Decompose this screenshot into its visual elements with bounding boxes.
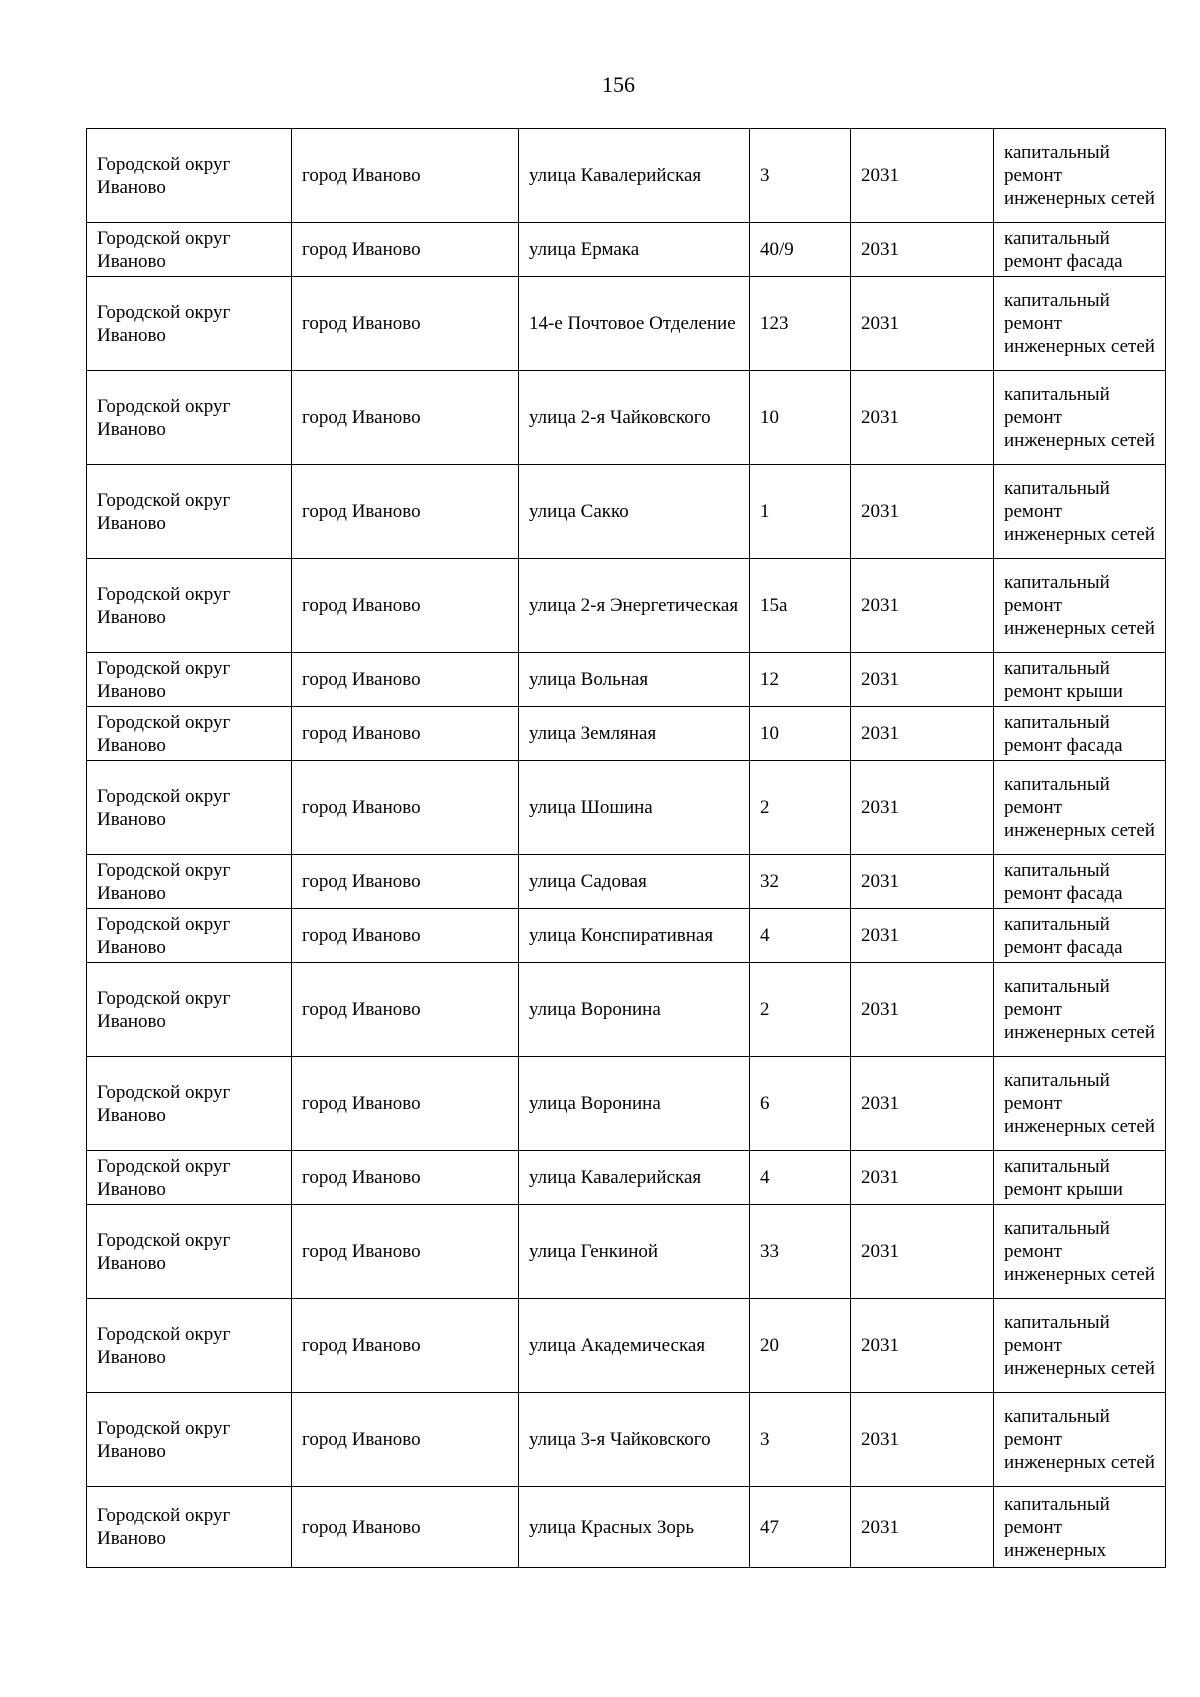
year-cell: [851, 761, 994, 855]
work-type-cell-text: капитальный ремонт инженерных: [1004, 1493, 1110, 1561]
city-cell-text: город Иваново: [302, 1335, 421, 1356]
year-cell: [851, 277, 994, 371]
year-cell: [851, 223, 994, 277]
year-cell: [851, 653, 994, 707]
table-row: [87, 465, 1166, 559]
year-cell: [851, 1393, 994, 1487]
house-number-cell-text: 20: [760, 1335, 779, 1356]
table-row: [87, 1487, 1166, 1568]
work-type-cell-text: капитальный ремонт инженерных сетей: [1004, 976, 1155, 1043]
year-cell: [851, 129, 994, 223]
district-cell-text: Городской округ Иваново: [97, 1081, 231, 1126]
district-cell-text: Городской округ Иваново: [97, 153, 231, 198]
year-cell: [851, 1151, 994, 1205]
district-cell: [87, 707, 292, 761]
year-cell-text: 2031: [861, 407, 899, 428]
street-cell-text: улица Вольная: [529, 669, 649, 690]
street-cell: [519, 371, 750, 465]
house-number-cell: [750, 653, 851, 707]
year-cell: [851, 1299, 994, 1393]
street-cell-text: улица Сакко: [529, 501, 629, 522]
city-cell: [292, 761, 519, 855]
house-number-cell: [750, 223, 851, 277]
work-type-cell: [994, 559, 1166, 653]
street-cell: [519, 1057, 750, 1151]
work-type-cell: [994, 465, 1166, 559]
district-cell: [87, 1205, 292, 1299]
work-type-cell-text: капитальный ремонт инженерных сетей: [1004, 1406, 1155, 1473]
house-number-cell: [750, 1205, 851, 1299]
city-cell-text: город Иваново: [302, 999, 421, 1020]
street-cell: [519, 707, 750, 761]
house-number-cell: [750, 855, 851, 909]
district-cell: [87, 223, 292, 277]
year-cell: [851, 963, 994, 1057]
table-row: [87, 1151, 1166, 1205]
table-row: [87, 223, 1166, 277]
house-number-cell-text: 4: [760, 925, 770, 946]
table-row: [87, 963, 1166, 1057]
work-type-cell-text: капитальный ремонт инженерных сетей: [1004, 1218, 1155, 1285]
city-cell-text: город Иваново: [302, 407, 421, 428]
year-cell-text: 2031: [861, 797, 899, 818]
district-cell: [87, 1057, 292, 1151]
work-type-cell-text: капитальный ремонт фасада: [1004, 227, 1123, 272]
district-cell: [87, 653, 292, 707]
street-cell-text: улица Красных Зорь: [529, 1516, 695, 1538]
city-cell-text: город Иваново: [302, 1429, 421, 1450]
city-cell-text: город Иваново: [302, 501, 421, 522]
street-cell-text: улица Воронина: [529, 1093, 661, 1114]
year-cell-text: 2031: [861, 871, 899, 892]
street-cell: [519, 909, 750, 963]
city-cell-text: город Иваново: [302, 313, 421, 334]
table-row: [87, 129, 1166, 223]
table-row: [87, 277, 1166, 371]
work-type-cell: [994, 963, 1166, 1057]
work-type-cell: [994, 909, 1166, 963]
street-cell: [519, 559, 750, 653]
city-cell: [292, 465, 519, 559]
district-cell: [87, 761, 292, 855]
year-cell-text: 2031: [861, 501, 899, 522]
work-type-cell-text: капитальный ремонт крыши: [1004, 1155, 1123, 1200]
work-type-cell-text: капитальный ремонт фасада: [1004, 913, 1123, 958]
year-cell: [851, 1057, 994, 1151]
house-number-cell-text: 2: [760, 999, 770, 1020]
street-cell: [519, 1393, 750, 1487]
house-number-cell: [750, 761, 851, 855]
street-cell-text: улица Кавалерийская: [529, 1167, 702, 1188]
street-cell-text: улица Конспиративная: [529, 925, 714, 946]
district-cell: [87, 371, 292, 465]
street-cell-text: улица Садовая: [529, 871, 647, 892]
city-cell-text: город Иваново: [302, 925, 421, 946]
work-type-cell-text: капитальный ремонт инженерных сетей: [1004, 290, 1155, 357]
street-cell: [519, 465, 750, 559]
work-type-cell: [994, 129, 1166, 223]
district-cell: [87, 1393, 292, 1487]
city-cell: [292, 707, 519, 761]
year-cell: [851, 559, 994, 653]
year-cell-text: 2031: [861, 313, 899, 334]
city-cell-text: город Иваново: [302, 1167, 421, 1188]
table-row: [87, 1205, 1166, 1299]
city-cell: [292, 1205, 519, 1299]
house-number-cell-text: 15а: [760, 595, 788, 616]
city-cell: [292, 1393, 519, 1487]
year-cell-text: 2031: [861, 1335, 899, 1356]
house-number-cell-text: 10: [760, 407, 779, 428]
work-type-cell-text: капитальный ремонт крыши: [1004, 657, 1123, 702]
house-number-cell-text: 123: [760, 313, 789, 334]
year-cell: [851, 909, 994, 963]
street-cell-text: улица 2-я Энергетическая: [529, 595, 739, 616]
house-number-cell-text: 3: [760, 1429, 770, 1450]
city-cell: [292, 963, 519, 1057]
year-cell-text: 2031: [861, 1093, 899, 1114]
house-number-cell-text: 1: [760, 501, 770, 522]
street-cell-text: улица Шошина: [529, 797, 653, 818]
district-cell-text: Городской округ Иваново: [97, 987, 231, 1032]
city-cell: [292, 653, 519, 707]
city-cell: [292, 1299, 519, 1393]
city-cell-text: город Иваново: [302, 797, 421, 818]
street-cell-text: улица Ермака: [529, 239, 640, 260]
table-row: [87, 707, 1166, 761]
district-cell: [87, 559, 292, 653]
work-type-cell-text: капитальный ремонт инженерных сетей: [1004, 1312, 1155, 1379]
year-cell-text: 2031: [861, 1516, 899, 1538]
district-cell-text: Городской округ Иваново: [97, 913, 231, 958]
work-type-cell: [994, 1487, 1166, 1568]
district-cell-text: Городской округ Иваново: [97, 227, 231, 272]
street-cell-text: улица 2-я Чайковского: [529, 407, 711, 428]
year-cell: [851, 371, 994, 465]
house-number-cell-text: 2: [760, 797, 770, 818]
house-number-cell-text: 3: [760, 165, 770, 186]
work-type-cell: [994, 707, 1166, 761]
city-cell: [292, 1487, 519, 1568]
city-cell-text: город Иваново: [302, 165, 421, 186]
district-cell: [87, 855, 292, 909]
street-cell: [519, 277, 750, 371]
district-cell: [87, 129, 292, 223]
house-number-cell: [750, 707, 851, 761]
house-number-cell-text: 6: [760, 1093, 770, 1114]
year-cell-text: 2031: [861, 999, 899, 1020]
work-type-cell: [994, 371, 1166, 465]
street-cell-text: улица Генкиной: [529, 1241, 659, 1262]
house-number-cell: [750, 1487, 851, 1568]
city-cell: [292, 129, 519, 223]
street-cell: [519, 1151, 750, 1205]
district-cell: [87, 465, 292, 559]
house-number-cell: [750, 277, 851, 371]
table-row: [87, 559, 1166, 653]
year-cell-text: 2031: [861, 925, 899, 946]
district-cell-text: Городской округ Иваново: [97, 1505, 231, 1549]
work-type-cell-text: капитальный ремонт инженерных сетей: [1004, 384, 1155, 451]
street-cell-text: улица Воронина: [529, 999, 661, 1020]
street-cell: [519, 1205, 750, 1299]
work-type-cell-text: капитальный ремонт фасада: [1004, 859, 1123, 904]
district-cell-text: Городской округ Иваново: [97, 1155, 231, 1200]
district-cell-text: Городской округ Иваново: [97, 301, 231, 346]
city-cell: [292, 277, 519, 371]
district-cell: [87, 963, 292, 1057]
table-row: [87, 371, 1166, 465]
house-number-cell: [750, 465, 851, 559]
table-row: [87, 761, 1166, 855]
work-type-cell-text: капитальный ремонт инженерных сетей: [1004, 142, 1155, 209]
year-cell-text: 2031: [861, 1241, 899, 1262]
district-cell: [87, 909, 292, 963]
district-cell-text: Городской округ Иваново: [97, 583, 231, 628]
table-row: [87, 653, 1166, 707]
street-cell: [519, 653, 750, 707]
work-type-cell-text: капитальный ремонт инженерных сетей: [1004, 478, 1155, 545]
city-cell-text: город Иваново: [302, 669, 421, 690]
city-cell: [292, 1057, 519, 1151]
district-cell-text: Городской округ Иваново: [97, 1229, 231, 1274]
house-number-cell: [750, 129, 851, 223]
street-cell-text: улица 3-я Чайковского: [529, 1429, 711, 1450]
table-body: [87, 129, 1166, 1568]
district-cell-text: Городской округ Иваново: [97, 489, 231, 534]
street-cell-text: улица Кавалерийская: [529, 165, 702, 186]
city-cell-text: город Иваново: [302, 1241, 421, 1262]
street-cell: [519, 761, 750, 855]
work-type-cell: [994, 653, 1166, 707]
house-number-cell: [750, 559, 851, 653]
district-cell-text: Городской округ Иваново: [97, 785, 231, 830]
city-cell-text: город Иваново: [302, 1516, 421, 1538]
district-cell: [87, 1299, 292, 1393]
city-cell-text: город Иваново: [302, 595, 421, 616]
table-row: [87, 1299, 1166, 1393]
city-cell-text: город Иваново: [302, 239, 421, 260]
street-cell-text: улица Земляная: [529, 723, 657, 744]
city-cell-text: город Иваново: [302, 723, 421, 744]
house-number-cell: [750, 909, 851, 963]
city-cell-text: город Иваново: [302, 871, 421, 892]
city-cell-text: город Иваново: [302, 1093, 421, 1114]
city-cell: [292, 371, 519, 465]
work-type-cell: [994, 761, 1166, 855]
street-cell: [519, 963, 750, 1057]
district-cell: [87, 1151, 292, 1205]
district-cell-text: Городской округ Иваново: [97, 1417, 231, 1462]
work-type-cell-text: капитальный ремонт инженерных сетей: [1004, 774, 1155, 841]
house-number-cell: [750, 1151, 851, 1205]
house-number-cell-text: 10: [760, 723, 779, 744]
work-type-cell: [994, 1299, 1166, 1393]
city-cell: [292, 909, 519, 963]
work-type-cell: [994, 223, 1166, 277]
table-row: [87, 1393, 1166, 1487]
district-cell-text: Городской округ Иваново: [97, 859, 231, 904]
street-cell-text: 14-е Почтовое Отделение: [529, 313, 736, 334]
table-row: [87, 1057, 1166, 1151]
year-cell: [851, 1205, 994, 1299]
work-type-cell: [994, 855, 1166, 909]
housing-repair-table: [86, 128, 1166, 1568]
city-cell: [292, 1151, 519, 1205]
year-cell-text: 2031: [861, 595, 899, 616]
city-cell: [292, 855, 519, 909]
street-cell: [519, 129, 750, 223]
work-type-cell-text: капитальный ремонт инженерных сетей: [1004, 572, 1155, 639]
street-cell: [519, 1299, 750, 1393]
city-cell: [292, 223, 519, 277]
house-number-cell-text: 47: [760, 1516, 779, 1538]
year-cell-text: 2031: [861, 1429, 899, 1450]
district-cell: [87, 277, 292, 371]
house-number-cell-text: 33: [760, 1241, 779, 1262]
district-cell-text: Городской округ Иваново: [97, 711, 231, 756]
table-row: [87, 909, 1166, 963]
year-cell: [851, 1487, 994, 1568]
year-cell-text: 2031: [861, 239, 899, 260]
work-type-cell: [994, 277, 1166, 371]
year-cell-text: 2031: [861, 165, 899, 186]
house-number-cell-text: 12: [760, 669, 779, 690]
house-number-cell-text: 4: [760, 1167, 770, 1188]
street-cell: [519, 855, 750, 909]
year-cell: [851, 707, 994, 761]
house-number-cell: [750, 963, 851, 1057]
work-type-cell: [994, 1151, 1166, 1205]
house-number-cell-text: 40/9: [760, 239, 794, 260]
house-number-cell-text: 32: [760, 871, 779, 892]
street-cell: [519, 223, 750, 277]
district-cell-text: Городской округ Иваново: [97, 1323, 231, 1368]
year-cell-text: 2031: [861, 669, 899, 690]
street-cell: [519, 1487, 750, 1568]
district-cell-text: Городской округ Иваново: [97, 657, 231, 702]
year-cell: [851, 855, 994, 909]
city-cell: [292, 559, 519, 653]
district-cell: [87, 1487, 292, 1568]
house-number-cell: [750, 1299, 851, 1393]
house-number-cell: [750, 1393, 851, 1487]
district-cell-text: Городской округ Иваново: [97, 395, 231, 440]
work-type-cell: [994, 1205, 1166, 1299]
year-cell: [851, 465, 994, 559]
page-number: 156: [602, 72, 635, 97]
street-cell-text: улица Академическая: [529, 1335, 706, 1356]
work-type-cell: [994, 1393, 1166, 1487]
year-cell-text: 2031: [861, 723, 899, 744]
year-cell-text: 2031: [861, 1167, 899, 1188]
house-number-cell: [750, 371, 851, 465]
work-type-cell-text: капитальный ремонт инженерных сетей: [1004, 1070, 1155, 1137]
house-number-cell: [750, 1057, 851, 1151]
work-type-cell: [994, 1057, 1166, 1151]
table-row: [87, 855, 1166, 909]
work-type-cell-text: капитальный ремонт фасада: [1004, 711, 1123, 756]
